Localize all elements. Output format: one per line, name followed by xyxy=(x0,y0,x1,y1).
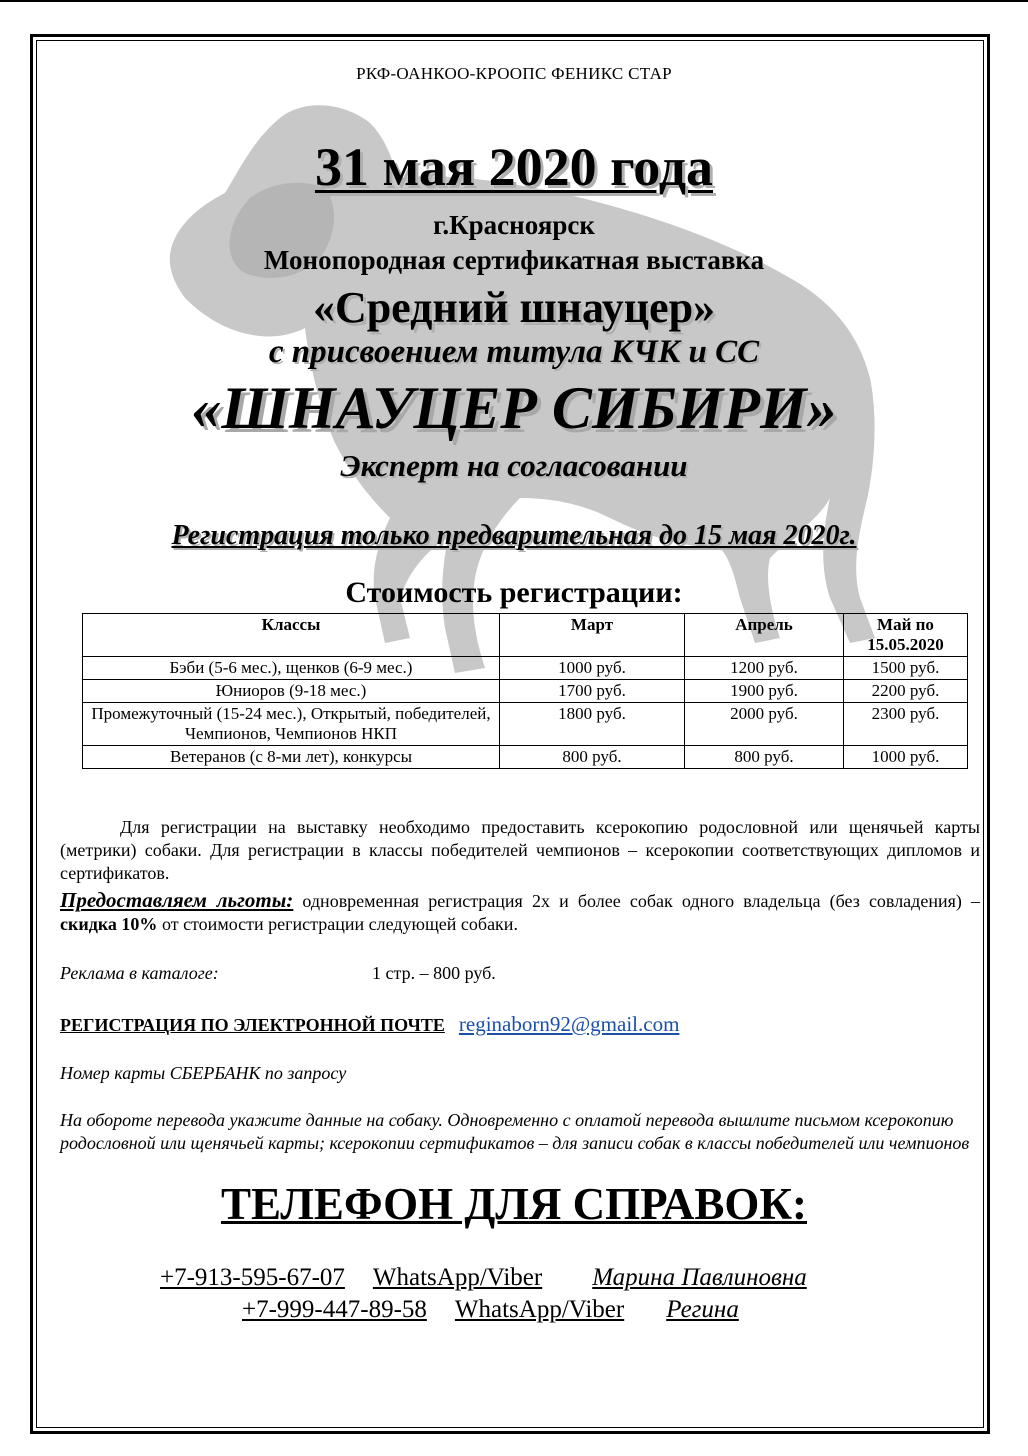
registration-requirements: Для регистрации на выставку необходимо предоставить ксерокопию родословной или щенячьей карты (метрики) собаки. Для регистрации в классы победителей чемпионов – ксерокопии соответствующих дипломов и сертификатов. xyxy=(60,817,980,883)
discount: скидка 10% xyxy=(60,914,158,934)
organization: РКФ-ОАНКОО-КРООПС ФЕНИКС СТАР xyxy=(356,64,672,83)
catalog-advert xyxy=(60,963,496,984)
phone-number[interactable]: +7-913-595-67-07 xyxy=(160,1264,345,1291)
table-row xyxy=(83,680,968,703)
cost-heading: Стоимость регистрации: xyxy=(345,576,683,609)
price-cell: 2200 руб. xyxy=(844,680,968,703)
title-line: с присвоением титула КЧК и СС xyxy=(268,334,760,370)
transfer-note: На обороте перевода укажите данные на собаку. Одновременно с оплатой перевода вышлите письмом ксерокопию родословной или щенячьей карты; ксерокопии сертификатов – для записи собак в классы победителей или чемпионов xyxy=(60,1110,970,1153)
advert-label: Реклама в каталоге: xyxy=(60,963,219,983)
price-cell: 800 руб. xyxy=(500,746,685,769)
show-name: «ШНАУЦЕР СИБИРИ» xyxy=(191,375,837,441)
table-header-row xyxy=(83,614,968,657)
email-label: РЕГИСТРАЦИЯ ПО ЭЛЕКТРОННОЙ ПОЧТЕ xyxy=(60,1015,445,1035)
price-cell: 1500 руб. xyxy=(844,657,968,680)
price-cell: 1000 руб. xyxy=(500,657,685,680)
sberbank-note: Номер карты СБЕРБАНК по запросу xyxy=(60,1063,347,1083)
expert-line: Эксперт на согласовании xyxy=(340,448,688,483)
phone-number[interactable]: +7-999-447-89-58 xyxy=(242,1296,427,1323)
price-cell: 800 руб. xyxy=(685,746,844,769)
header-classes: Классы xyxy=(83,614,500,657)
benefits-text: одновременная регистрация 2х и более собак одного владельца (без совладения) – xyxy=(293,891,980,911)
table-row xyxy=(83,746,968,769)
header-march: Март xyxy=(500,614,685,657)
benefits-text-after: от стоимости регистрации следующей собаки. xyxy=(157,914,518,934)
show-type: Монопородная сертификатная выставка xyxy=(263,245,765,275)
header-april: Апрель xyxy=(685,614,844,657)
price-table xyxy=(82,613,968,769)
messenger-apps: WhatsApp/Viber xyxy=(454,1296,625,1323)
table-row xyxy=(83,657,968,680)
price-cell: 1800 руб. xyxy=(500,703,685,746)
price-cell: 2000 руб. xyxy=(685,703,844,746)
event-date: 31 мая 2020 года xyxy=(314,137,714,197)
price-cell: 2300 руб. xyxy=(844,703,968,746)
price-cell: 1200 руб. xyxy=(685,657,844,680)
table-row xyxy=(83,703,968,746)
registration-deadline: Регистрация только предварительная до 15 мая 2020г. xyxy=(171,520,857,551)
contact-line xyxy=(160,1264,807,1292)
city: г.Красноярск xyxy=(433,210,595,240)
class-cell: Промежуточный (15-24 мес.), Открытый, победителей, Чемпионов, Чемпионов НКП xyxy=(83,703,500,746)
benefits-paragraph xyxy=(60,889,980,936)
breed-title: «Средний шнауцер» xyxy=(312,283,716,332)
email-registration xyxy=(60,1012,679,1037)
messenger-apps: WhatsApp/Viber xyxy=(372,1264,543,1291)
contact-name: Регина xyxy=(666,1296,739,1323)
class-cell: Юниоров (9-18 мес.) xyxy=(83,680,500,703)
class-cell: Бэби (5-6 мес.), щенков (6-9 мес.) xyxy=(83,657,500,680)
class-cell: Ветеранов (с 8-ми лет), конкурсы xyxy=(83,746,500,769)
top-edge-line xyxy=(0,0,1028,2)
price-cell: 1900 руб. xyxy=(685,680,844,703)
advert-value: 1 стр. – 800 руб. xyxy=(372,963,496,983)
benefits-label: Предоставляем льготы: xyxy=(60,888,294,912)
price-cell: 1000 руб. xyxy=(844,746,968,769)
header-may: Май по 15.05.2020 xyxy=(844,614,968,657)
price-cell: 1700 руб. xyxy=(500,680,685,703)
email-link[interactable]: reginaborn92@gmail.com xyxy=(458,1012,680,1036)
contact-name: Марина Павлиновна xyxy=(592,1264,807,1291)
phone-heading: ТЕЛЕФОН ДЛЯ СПРАВОК: xyxy=(220,1179,808,1229)
contact-line xyxy=(242,1296,739,1324)
